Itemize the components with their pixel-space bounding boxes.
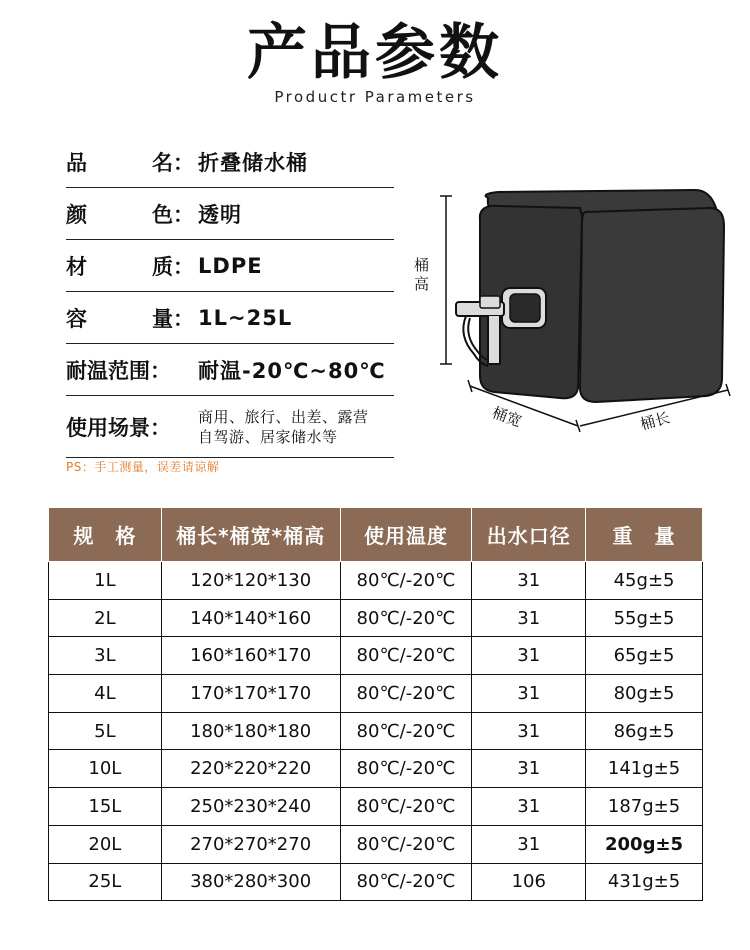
measurement-note: PS：手工测量，误差请谅解 xyxy=(66,460,220,474)
table-cell: 20L xyxy=(49,825,162,863)
table-row xyxy=(49,675,703,713)
table-cell: 2L xyxy=(49,599,162,637)
spec-label xyxy=(66,199,198,229)
table-cell: 80g±5 xyxy=(586,675,703,713)
table-cell: 80℃/-20℃ xyxy=(340,675,472,713)
table-cell: 55g±5 xyxy=(586,599,703,637)
table-cell: 270*270*270 xyxy=(161,825,340,863)
table-row xyxy=(49,712,703,750)
spec-label xyxy=(66,303,198,333)
spec-label-char: 材 xyxy=(66,254,87,279)
table-cell: 31 xyxy=(472,675,586,713)
table-cell: 80℃/-20℃ xyxy=(340,863,472,901)
page-subtitle: Productr Parameters xyxy=(274,88,476,106)
column-header: 使用温度 xyxy=(340,508,472,562)
spec-label-char: 色： xyxy=(152,202,194,227)
spec-row-capacity xyxy=(66,292,394,344)
table-cell: 180*180*180 xyxy=(161,712,340,750)
table-cell: 4L xyxy=(49,675,162,713)
table-cell: 80℃/-20℃ xyxy=(340,637,472,675)
spec-value-line: 商用、旅行、出差、露营 xyxy=(198,407,369,426)
spec-label-char: 容 xyxy=(66,306,87,331)
table-header-row xyxy=(49,508,703,562)
spec-label-text: 使用场景： xyxy=(66,415,171,440)
table-cell: 120*120*130 xyxy=(161,562,340,600)
spec-value: 1L~25L xyxy=(198,305,293,330)
spec-list xyxy=(66,136,394,458)
table-row xyxy=(49,750,703,788)
width-label: 桶宽 xyxy=(489,403,525,431)
table-cell: 31 xyxy=(472,750,586,788)
spec-row-material xyxy=(66,240,394,292)
column-header: 桶长*桶宽*桶高 xyxy=(161,508,340,562)
table-cell: 80℃/-20℃ xyxy=(340,562,472,600)
spec-value: 折叠储水桶 xyxy=(198,150,308,175)
table-cell: 200g±5 xyxy=(586,825,703,863)
table-cell: 380*280*300 xyxy=(161,863,340,901)
table-cell: 65g±5 xyxy=(586,637,703,675)
table-cell: 86g±5 xyxy=(586,712,703,750)
spec-row-name xyxy=(66,136,394,188)
spec-row-usage xyxy=(66,396,394,458)
table-cell: 31 xyxy=(472,599,586,637)
table-cell: 1L xyxy=(49,562,162,600)
table-cell: 10L xyxy=(49,750,162,788)
spec-label-text: 耐温范围： xyxy=(66,358,171,383)
table-row xyxy=(49,788,703,826)
table-cell: 187g±5 xyxy=(586,788,703,826)
column-header: 规 格 xyxy=(49,508,162,562)
table-cell: 31 xyxy=(472,637,586,675)
spec-label-char: 名： xyxy=(152,150,194,175)
table-row xyxy=(49,825,703,863)
spec-label-char: 质： xyxy=(152,254,194,279)
table-cell: 170*170*170 xyxy=(161,675,340,713)
table-cell: 106 xyxy=(472,863,586,901)
table-cell: 31 xyxy=(472,712,586,750)
table-cell: 80℃/-20℃ xyxy=(340,599,472,637)
spec-label xyxy=(66,355,198,385)
table-cell: 5L xyxy=(49,712,162,750)
table-cell: 141g±5 xyxy=(586,750,703,788)
table-cell: 431g±5 xyxy=(586,863,703,901)
table-cell: 80℃/-20℃ xyxy=(340,712,472,750)
table-cell: 3L xyxy=(49,637,162,675)
page-title: 产品参数 xyxy=(247,18,503,88)
table-cell: 31 xyxy=(472,788,586,826)
length-label: 桶长 xyxy=(638,408,672,434)
table-cell: 15L xyxy=(49,788,162,826)
column-header: 重 量 xyxy=(586,508,703,562)
parameter-table xyxy=(48,507,703,901)
table-cell: 80℃/-20℃ xyxy=(340,788,472,826)
table-cell: 80℃/-20℃ xyxy=(340,750,472,788)
table-cell: 31 xyxy=(472,825,586,863)
spec-label-char: 品 xyxy=(66,150,87,175)
spec-value: LDPE xyxy=(198,253,263,278)
table-cell: 31 xyxy=(472,562,586,600)
spec-label xyxy=(66,251,198,281)
column-header: 出水口径 xyxy=(472,508,586,562)
table-cell: 80℃/-20℃ xyxy=(340,825,472,863)
spec-value: 耐温-20℃~80℃ xyxy=(198,358,386,383)
spec-label xyxy=(66,412,198,442)
bucket-diagram xyxy=(410,168,740,438)
spec-row-color xyxy=(66,188,394,240)
spec-value-line: 自驾游、居家储水等 xyxy=(198,427,338,446)
spec-label-char: 量： xyxy=(152,306,194,331)
table-cell: 45g±5 xyxy=(586,562,703,600)
spec-label xyxy=(66,147,198,177)
spec-row-temperature xyxy=(66,344,394,396)
table-cell: 220*220*220 xyxy=(161,750,340,788)
table-cell: 25L xyxy=(49,863,162,901)
spec-value xyxy=(198,407,369,447)
table-row xyxy=(49,599,703,637)
table-row xyxy=(49,637,703,675)
height-label: 桶高 xyxy=(414,256,430,293)
bucket-illustration xyxy=(410,168,740,438)
table-cell: 140*140*160 xyxy=(161,599,340,637)
spec-value: 透明 xyxy=(198,202,242,227)
spec-label-char: 颜 xyxy=(66,202,87,227)
table-cell: 160*160*170 xyxy=(161,637,340,675)
table-row xyxy=(49,863,703,901)
table-cell: 250*230*240 xyxy=(161,788,340,826)
table-row xyxy=(49,562,703,600)
